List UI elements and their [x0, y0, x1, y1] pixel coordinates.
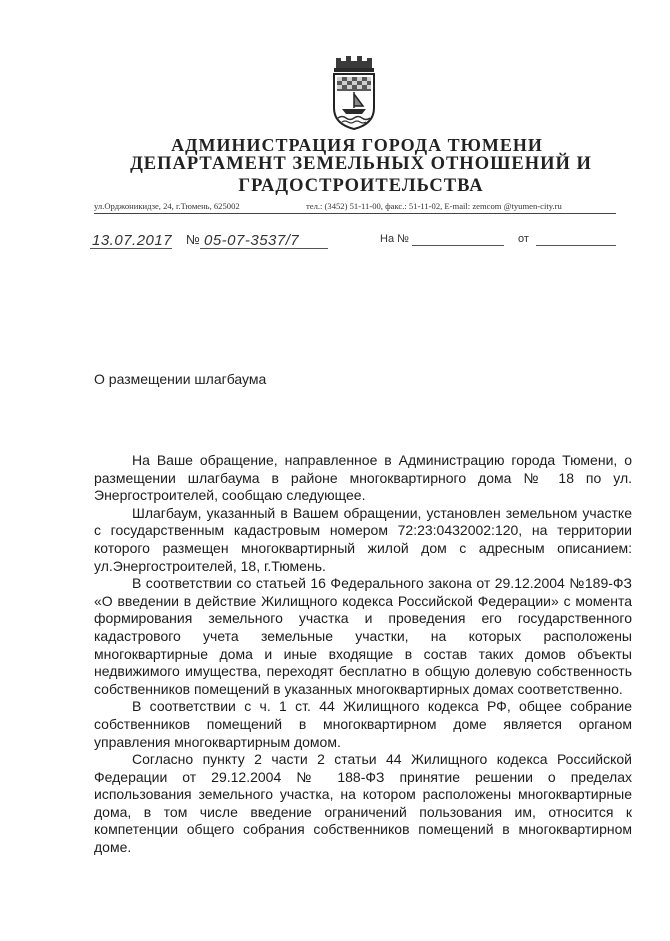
number-underline: [200, 248, 328, 249]
registration-line: [90, 230, 650, 252]
letterhead-contacts: [94, 201, 616, 214]
org-contacts: тел.: (3452) 51-11-00, факс.: 51-11-02, E-mail: zemcom @tyumen-city.ru: [306, 201, 562, 211]
letter-body: [94, 452, 632, 857]
date-underline: [90, 248, 172, 249]
body-paragraph: Шлагбаум, указанный в Вашем обращении, установлен земельном участке с государственным кадастровым номером 72:23:0432002:120, на территории которого размещен многоквартирный жилой дом с адресным описанием: ул.Энергостроителей, 18, г.Тюмень.: [94, 504, 632, 574]
body-paragraph: Согласно пункту 2 части 2 статьи 44 Жилищного кодекса Российской Федерации от 29.12.2004 № 188-ФЗ принятие решении о пределах использования земельного участка, на котором расположены многоквартирные дома, в том числе введение ограничений пользования им, относится к компетенции общего собрания собственников помещений в многоквартирном доме.: [94, 751, 632, 856]
registration-date: 13.07.2017: [92, 232, 173, 249]
registration-number-label: №: [186, 232, 201, 247]
from-date-label: от: [518, 233, 529, 245]
org-name-line3: ГРАДОСТРОИТЕЛЬСТВА: [238, 176, 484, 196]
body-paragraph: В соответствии со статьей 16 Федерального закона от 29.12.2004 №189-ФЗ «О введении в действие Жилищного кодекса Российской Федерации» с момента формирования земельного участка и проведения его государственного кадастрового учета земельные участки, на которых расположены многоквартирные дома и иные входящие в состав таких домов объекты недвижимого имущества, переходят бесплатно в общую долевую собственность собственников помещений в указанных многоквартирных домах соответственно.: [94, 575, 632, 697]
reply-to-field: [412, 245, 504, 246]
org-address: ул.Орджоникидзе, 24, г.Тюмень, 625002: [94, 201, 240, 211]
letter-subject: О размещении шлагбаума: [94, 371, 267, 387]
reply-to-label: На №: [380, 233, 409, 245]
city-coat-of-arms-icon: [330, 52, 378, 130]
org-name-line2: ДЕПАРТАМЕНТ ЗЕМЕЛЬНЫХ ОТНОШЕНИЙ И: [130, 154, 592, 174]
from-date-field: [536, 245, 616, 246]
registration-number: 05-07-3537/7: [204, 232, 300, 249]
org-name-line1: АДМИНИСТРАЦИЯ ГОРОДА ТЮМЕНИ: [171, 135, 543, 155]
body-paragraph: В соответствии с ч. 1 ст. 44 Жилищного кодекса РФ, общее собрание собственников помещений в многоквартирном доме является органом управления многоквартирным домом.: [94, 698, 632, 750]
body-paragraph: На Ваше обращение, направленное в Администрацию города Тюмени, о размещении шлагбаума в районе многоквартирного дома № 18 по ул. Энергостроителей, сообщаю следующее.: [94, 452, 632, 504]
